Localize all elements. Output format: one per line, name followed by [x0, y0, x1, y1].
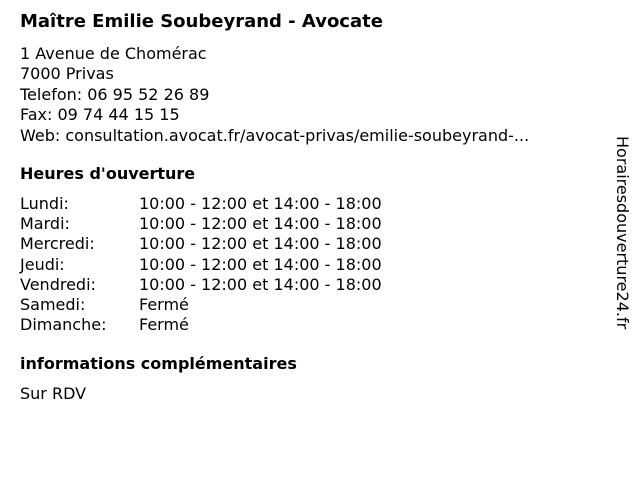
opening-hours-table — [20, 194, 382, 335]
phone-number: Telefon: 06 95 52 26 89 — [20, 84, 210, 104]
hours-row — [20, 275, 382, 295]
day-hours: Fermé — [139, 294, 189, 314]
hours-row — [20, 194, 382, 214]
day-hours: 10:00 - 12:00 et 14:00 - 18:00 — [139, 194, 382, 213]
day-hours: Fermé — [139, 315, 189, 335]
day-label: Samedi: — [20, 294, 86, 314]
day-label: Mardi: — [20, 214, 70, 234]
hours-row — [20, 295, 382, 315]
contact-block — [20, 44, 529, 146]
site-watermark: Horairesdouverture24.fr — [613, 136, 632, 330]
street-address: 1 Avenue de Chomérac — [20, 44, 207, 63]
day-hours: 10:00 - 12:00 et 14:00 - 18:00 — [139, 214, 382, 234]
day-hours: 10:00 - 12:00 et 14:00 - 18:00 — [139, 254, 382, 274]
day-hours: 10:00 - 12:00 et 14:00 - 18:00 — [139, 234, 382, 254]
day-label: Jeudi: — [20, 254, 65, 274]
hours-row — [20, 214, 382, 234]
day-label: Vendredi: — [20, 274, 96, 294]
city-address: 7000 Privas — [20, 64, 114, 84]
page-title: Maître Emilie Soubeyrand - Avocate — [20, 11, 383, 32]
hours-row — [20, 234, 382, 254]
hours-row — [20, 315, 382, 335]
day-label: Dimanche: — [20, 315, 107, 335]
additional-info-text: Sur RDV — [20, 384, 87, 403]
additional-info-heading: informations complémentaires — [20, 354, 297, 373]
hours-row — [20, 255, 382, 275]
website-text: Web: consultation.avocat.fr/avocat-privas/emilie-soubeyrand-... — [20, 125, 530, 145]
opening-hours-heading: Heures d'ouverture — [20, 164, 196, 183]
day-label: Mercredi: — [20, 234, 95, 254]
fax-number: Fax: 09 74 44 15 15 — [20, 105, 180, 125]
day-hours: 10:00 - 12:00 et 14:00 - 18:00 — [139, 274, 382, 294]
day-label: Lundi: — [20, 194, 69, 213]
